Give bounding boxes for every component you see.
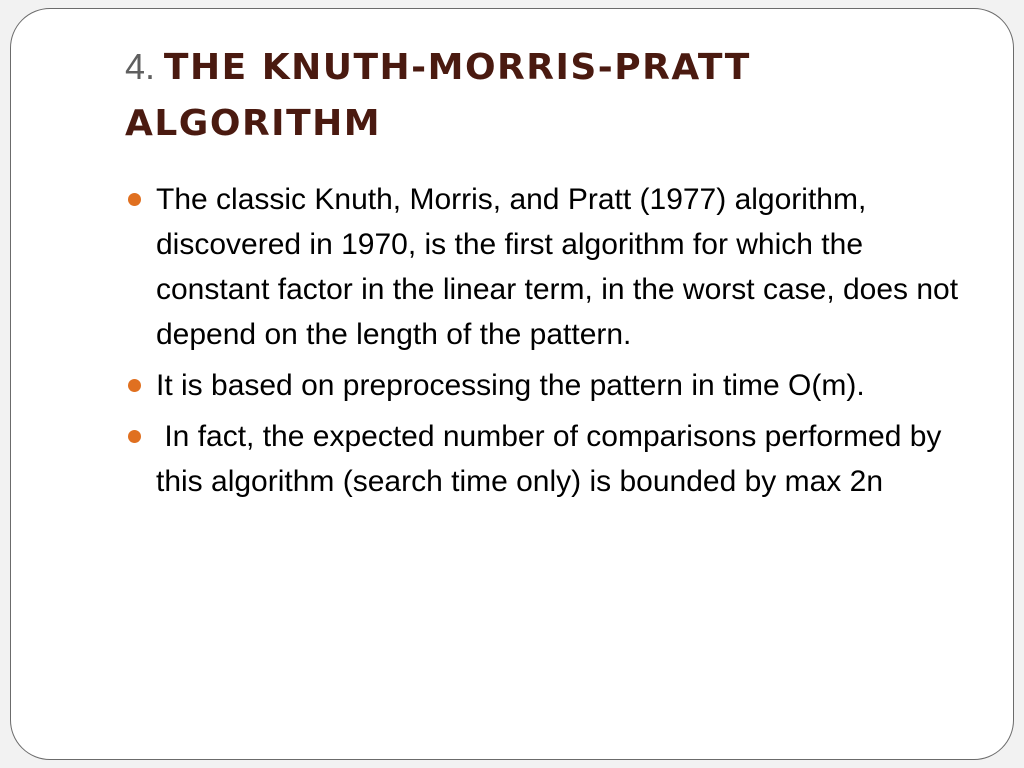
slide-frame (10, 8, 1014, 760)
slide-title-text: THE KNUTH-MORRIS-PRATT ALGORITHM (125, 47, 751, 144)
bullet-text-1: The classic Knuth, Morris, and Pratt (1977) algorithm, discovered in 1970, is the first algorithm for which the constant factor in the linear term, in the worst case, does not depend on the length of the pattern. (156, 183, 967, 351)
bullet-text-2: It is based on preprocessing the pattern in time O(m). (156, 369, 865, 402)
orange-circle-bullet-icon (128, 379, 141, 392)
orange-circle-bullet-icon (128, 430, 141, 443)
slide-title-number: 4. (125, 46, 156, 87)
orange-circle-bullet-icon (128, 193, 141, 206)
bullet-item-2 (123, 363, 963, 408)
slide-title (125, 39, 985, 152)
bullet-text-3: In fact, the expected number of comparisons performed by this algorithm (search time only) is bounded by max 2n (156, 420, 950, 498)
bullet-item-3 (123, 414, 963, 504)
bullet-item-1 (123, 177, 967, 357)
bullet-list (123, 177, 967, 510)
